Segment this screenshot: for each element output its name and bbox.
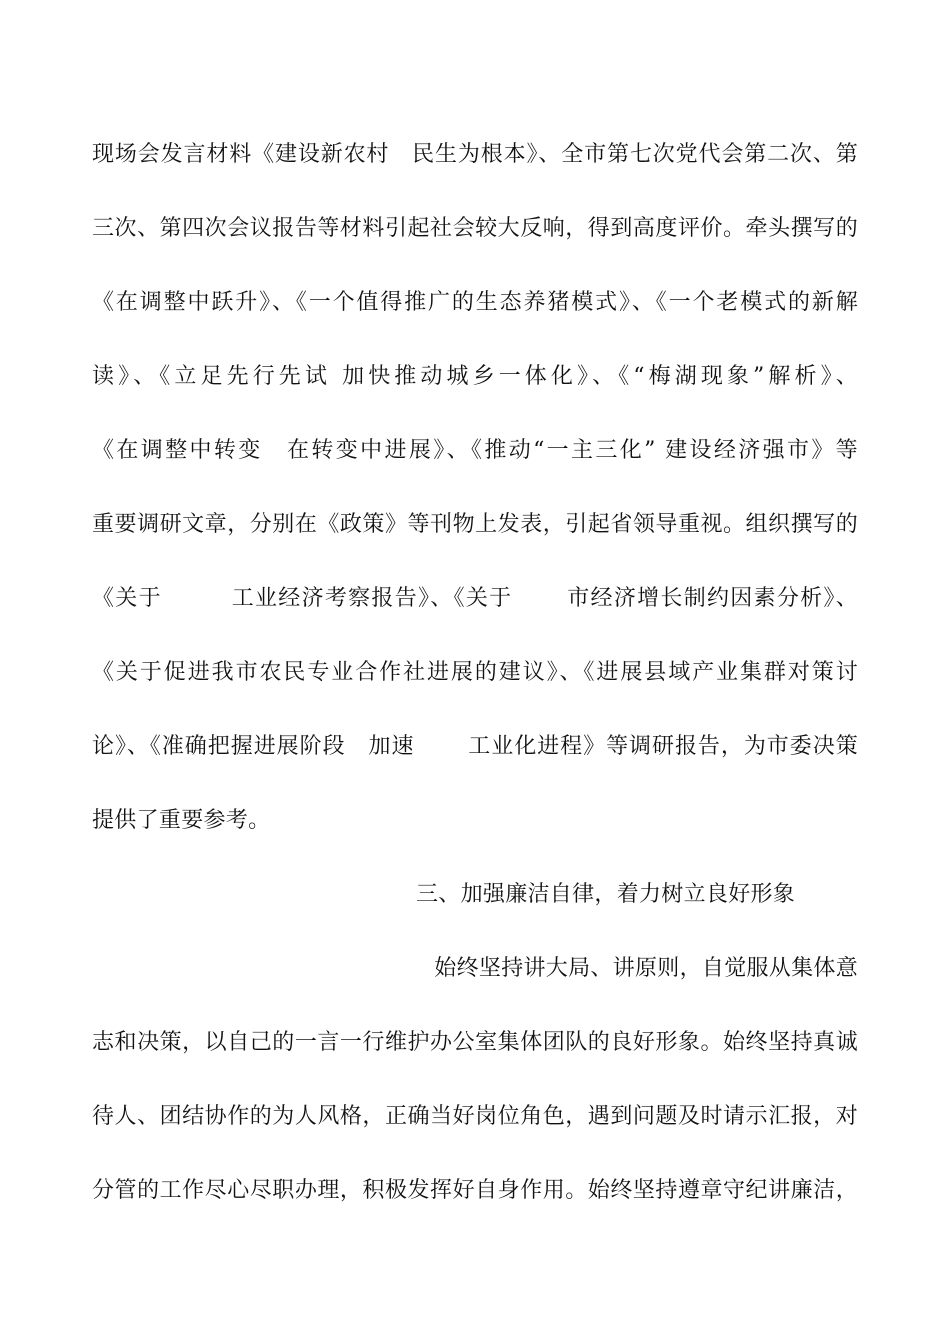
body-line: 读》、《立足先行先试 加快推动城乡一体化》、《“梅湖现象”解析》、 xyxy=(92,364,858,389)
body-line: 《在调整中转变 在转变中进展》、《推动“一主三化” 建设经济强市》等 xyxy=(92,438,858,463)
body-line: 《关于促进我市农民专业合作社进展的建议》、《进展县域产业集群对策讨 xyxy=(92,660,858,685)
body-line: 《关于 工业经济考察报告》、《关于 市经济增长制约因素分析》、 xyxy=(92,586,858,611)
body-line: 三次、第四次会议报告等材料引起社会较大反响，得到高度评价。牵头撰写的 xyxy=(92,216,858,241)
body-line: 重要调研文章，分别在《政策》等刊物上发表，引起省领导重视。组织撰写的 xyxy=(92,512,858,537)
body-line: 现场会发言材料《建设新农村 民生为根本》、全市第七次党代会第二次、第 xyxy=(92,142,858,167)
section-heading: 三、加强廉洁自律，着力树立良好形象 xyxy=(416,882,796,907)
body-line: 志和决策，以自己的一言一行维护办公室集体团队的良好形象。始终坚持真诚 xyxy=(92,1030,858,1055)
body-line: 分管的工作尽心尽职办理，积极发挥好自身作用。始终坚持遵章守纪讲廉洁， xyxy=(92,1178,858,1203)
body-line: 提供了重要参考。 xyxy=(92,808,271,833)
body-line: 待人、团结协作的为人风格，正确当好岗位角色，遇到问题及时请示汇报，对 xyxy=(92,1104,858,1129)
body-line: 始终坚持讲大局、讲原则，自觉服从集体意 xyxy=(434,956,858,981)
body-line: 《在调整中跃升》、《一个值得推广的生态养猪模式》、《一个老模式的新解 xyxy=(92,290,858,315)
body-line: 论》、《准确把握进展阶段 加速 工业化进程》等调研报告，为市委决策 xyxy=(92,734,858,759)
